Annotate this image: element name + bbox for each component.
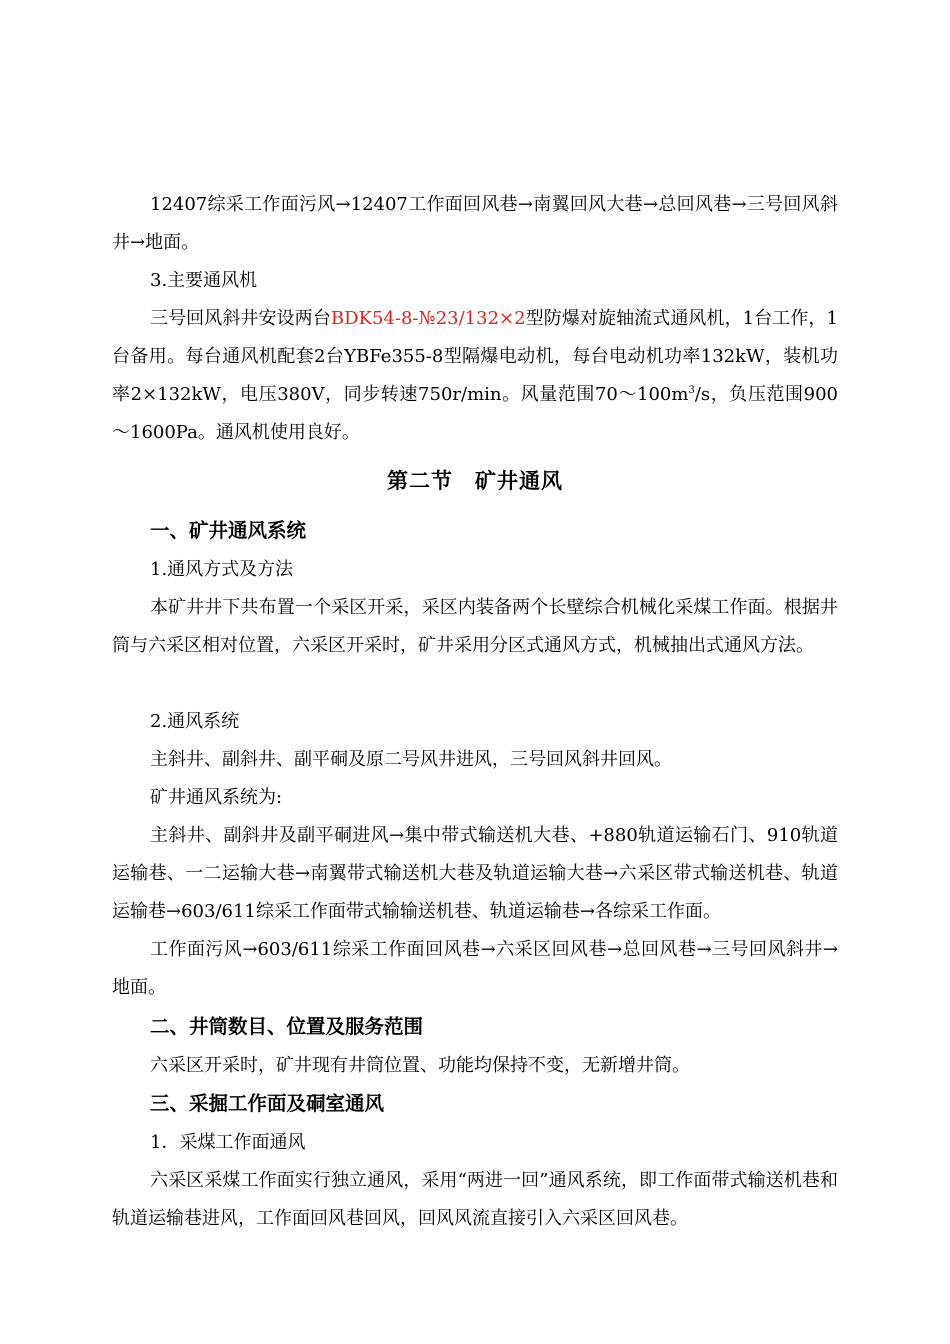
paragraph-main-fan-spec bbox=[112, 300, 838, 452]
paragraph-system-label: 矿井通风系统为: bbox=[150, 787, 283, 808]
paragraph-return-route: 工作面污风→603/611综采工作面回风巷→六采区回风巷→总回风巷→三号回风斜井→地面。 bbox=[112, 939, 838, 998]
paragraph-return-air-route-12407: 12407综采工作面污风→12407工作面回风巷→南翼回风大巷→总回风巷→三号回风斜井→地面。 bbox=[112, 194, 838, 253]
text-superscript: 3 bbox=[688, 385, 695, 396]
paragraph-intake-return: 主斜井、副斜井、副平硐及原二号风井进风，三号回风斜井回风。 bbox=[150, 749, 672, 770]
subheading-ventilation-method: 1.通风方式及方法 bbox=[150, 559, 294, 580]
heading-workface-ventilation: 三、采掘工作面及硐室通风 bbox=[150, 1092, 385, 1115]
subheading-ventilation-system: 2.通风系统 bbox=[150, 711, 240, 732]
paragraph-intake-route: 主斜井、副斜井及副平硐进风→集中带式输送机大巷、+880轨道运输石门、910轨道运输巷、一二运输大巷→南翼带式输送机大巷及轨道运输大巷→六采区带式输送机巷、轨道运输巷→603/611综采工作面带式输输送机巷、轨道运输巷→各综采工作面。 bbox=[112, 825, 838, 922]
subheading-coal-face-ventilation: 1．采煤工作面通风 bbox=[150, 1132, 306, 1153]
section-title: 第二节 矿井通风 bbox=[387, 469, 563, 493]
paragraph-ventilation-method: 本矿井井下共布置一个采区开采，采区内装备两个长壁综合机械化采煤工作面。根据井筒与六采区相对位置，六采区开采时，矿井采用分区式通风方式，机械抽出式通风方法。 bbox=[112, 597, 838, 656]
subheading-main-fan: 3.主要通风机 bbox=[150, 270, 258, 291]
heading-ventilation-system: 一、矿井通风系统 bbox=[150, 519, 307, 542]
text-fan-end: /s，负压范围900～1600Pa。通风机使用良好。 bbox=[112, 384, 838, 443]
text-fan-details: 型防爆对旋轴流式通风机，1台工作，1台备用。每台通风机配套2台YBFe355-8型隔爆电动机，每台电动机功率132kW，装机功率2×132kW，电压380V，同步转速750r/min。风量范围70～100m bbox=[112, 308, 839, 405]
paragraph-coal-face-ventilation: 六采区采煤工作面实行独立通风，采用“两进一回”通风系统，即工作面带式输送机巷和轨道运输巷进风，工作面回风巷回风，回风风流直接引入六采区回风巷。 bbox=[112, 1170, 838, 1229]
text-fan-intro: 三号回风斜井安设两台 bbox=[150, 308, 331, 329]
paragraph-shafts: 六采区开采时，矿井现有井筒位置、功能均保持不变，无新增井筒。 bbox=[150, 1055, 690, 1076]
heading-shafts: 二、井筒数目、位置及服务范围 bbox=[150, 1015, 424, 1038]
text-fan-model: BDK54-8-№23/132×2 bbox=[330, 308, 526, 329]
